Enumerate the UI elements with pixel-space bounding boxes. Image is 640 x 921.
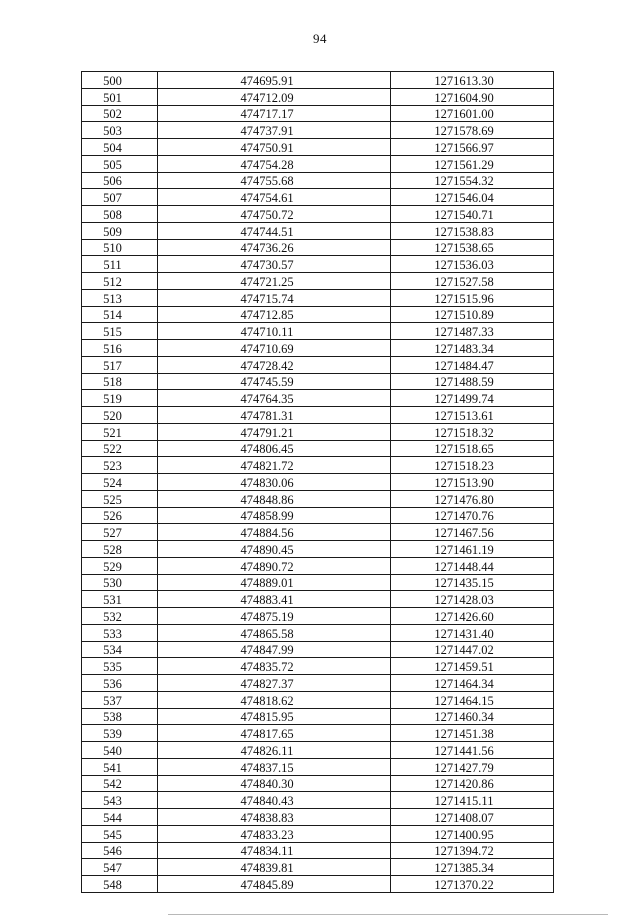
table-row [82, 373, 554, 390]
point-number-cell: 527 [82, 524, 158, 541]
point-number-cell: 507 [82, 189, 158, 206]
y-coordinate-cell: 1271604.90 [391, 88, 554, 105]
x-coordinate-cell: 474883.41 [158, 591, 391, 608]
x-coordinate-cell: 474715.74 [158, 289, 391, 306]
y-coordinate-cell: 1271513.90 [391, 474, 554, 491]
point-number-cell: 508 [82, 206, 158, 223]
y-coordinate-cell: 1271460.34 [391, 708, 554, 725]
x-coordinate-cell: 474848.86 [158, 490, 391, 507]
point-number-cell: 501 [82, 88, 158, 105]
point-number-cell: 526 [82, 507, 158, 524]
table-row [82, 524, 554, 541]
table-row [82, 507, 554, 524]
y-coordinate-cell: 1271536.03 [391, 256, 554, 273]
point-number-cell: 528 [82, 541, 158, 558]
point-number-cell: 506 [82, 172, 158, 189]
point-number-cell: 514 [82, 306, 158, 323]
point-number-cell: 518 [82, 373, 158, 390]
page-bottom-rule [168, 914, 608, 915]
x-coordinate-cell: 474815.95 [158, 708, 391, 725]
x-coordinate-cell: 474839.81 [158, 859, 391, 876]
y-coordinate-cell: 1271483.34 [391, 340, 554, 357]
point-number-cell: 530 [82, 574, 158, 591]
y-coordinate-cell: 1271476.80 [391, 490, 554, 507]
table-row [82, 775, 554, 792]
table-row [82, 574, 554, 591]
y-coordinate-cell: 1271546.04 [391, 189, 554, 206]
point-number-cell: 533 [82, 624, 158, 641]
x-coordinate-cell: 474838.83 [158, 809, 391, 826]
point-number-cell: 544 [82, 809, 158, 826]
point-number-cell: 541 [82, 758, 158, 775]
table-row [82, 490, 554, 507]
table-row [82, 340, 554, 357]
point-number-cell: 517 [82, 356, 158, 373]
y-coordinate-cell: 1271448.44 [391, 557, 554, 574]
point-number-cell: 512 [82, 273, 158, 290]
x-coordinate-cell: 474791.21 [158, 423, 391, 440]
point-number-cell: 510 [82, 239, 158, 256]
table-row [82, 541, 554, 558]
x-coordinate-cell: 474821.72 [158, 457, 391, 474]
table-row [82, 407, 554, 424]
table-row [82, 557, 554, 574]
point-number-cell: 502 [82, 105, 158, 122]
x-coordinate-cell: 474845.89 [158, 876, 391, 893]
y-coordinate-cell: 1271518.23 [391, 457, 554, 474]
point-number-cell: 504 [82, 139, 158, 156]
table-row [82, 306, 554, 323]
table-row [82, 641, 554, 658]
x-coordinate-cell: 474837.15 [158, 758, 391, 775]
x-coordinate-cell: 474710.69 [158, 340, 391, 357]
point-number-cell: 539 [82, 725, 158, 742]
x-coordinate-cell: 474835.72 [158, 658, 391, 675]
y-coordinate-cell: 1271566.97 [391, 139, 554, 156]
y-coordinate-cell: 1271415.11 [391, 792, 554, 809]
x-coordinate-cell: 474712.09 [158, 88, 391, 105]
table-row [82, 809, 554, 826]
table-row [82, 792, 554, 809]
point-number-cell: 516 [82, 340, 158, 357]
x-coordinate-cell: 474728.42 [158, 356, 391, 373]
y-coordinate-cell: 1271461.19 [391, 541, 554, 558]
x-coordinate-cell: 474818.62 [158, 691, 391, 708]
table-row [82, 423, 554, 440]
point-number-cell: 509 [82, 222, 158, 239]
x-coordinate-cell: 474695.91 [158, 72, 391, 89]
coordinates-table [81, 71, 554, 893]
y-coordinate-cell: 1271435.15 [391, 574, 554, 591]
point-number-cell: 531 [82, 591, 158, 608]
x-coordinate-cell: 474827.37 [158, 675, 391, 692]
table-row [82, 758, 554, 775]
table-row [82, 608, 554, 625]
point-number-cell: 534 [82, 641, 158, 658]
point-number-cell: 535 [82, 658, 158, 675]
y-coordinate-cell: 1271538.83 [391, 222, 554, 239]
point-number-cell: 545 [82, 825, 158, 842]
x-coordinate-cell: 474745.59 [158, 373, 391, 390]
y-coordinate-cell: 1271540.71 [391, 206, 554, 223]
x-coordinate-cell: 474764.35 [158, 390, 391, 407]
table-row [82, 474, 554, 491]
point-number-cell: 523 [82, 457, 158, 474]
table-row [82, 842, 554, 859]
x-coordinate-cell: 474730.57 [158, 256, 391, 273]
point-number-cell: 532 [82, 608, 158, 625]
y-coordinate-cell: 1271464.15 [391, 691, 554, 708]
y-coordinate-cell: 1271394.72 [391, 842, 554, 859]
y-coordinate-cell: 1271513.61 [391, 407, 554, 424]
table-row [82, 725, 554, 742]
x-coordinate-cell: 474833.23 [158, 825, 391, 842]
y-coordinate-cell: 1271527.58 [391, 273, 554, 290]
x-coordinate-cell: 474847.99 [158, 641, 391, 658]
table-row [82, 356, 554, 373]
x-coordinate-cell: 474858.99 [158, 507, 391, 524]
y-coordinate-cell: 1271441.56 [391, 742, 554, 759]
x-coordinate-cell: 474817.65 [158, 725, 391, 742]
x-coordinate-cell: 474806.45 [158, 440, 391, 457]
point-number-cell: 537 [82, 691, 158, 708]
y-coordinate-cell: 1271470.76 [391, 507, 554, 524]
table-row [82, 105, 554, 122]
table-row [82, 708, 554, 725]
y-coordinate-cell: 1271427.79 [391, 758, 554, 775]
point-number-cell: 515 [82, 323, 158, 340]
x-coordinate-cell: 474875.19 [158, 608, 391, 625]
x-coordinate-cell: 474754.61 [158, 189, 391, 206]
point-number-cell: 522 [82, 440, 158, 457]
point-number-cell: 543 [82, 792, 158, 809]
table-row [82, 742, 554, 759]
y-coordinate-cell: 1271431.40 [391, 624, 554, 641]
x-coordinate-cell: 474865.58 [158, 624, 391, 641]
y-coordinate-cell: 1271400.95 [391, 825, 554, 842]
y-coordinate-cell: 1271464.34 [391, 675, 554, 692]
y-coordinate-cell: 1271554.32 [391, 172, 554, 189]
table-row [82, 591, 554, 608]
x-coordinate-cell: 474754.28 [158, 155, 391, 172]
table-row [82, 825, 554, 842]
coordinates-table-body [82, 72, 554, 893]
y-coordinate-cell: 1271601.00 [391, 105, 554, 122]
point-number-cell: 548 [82, 876, 158, 893]
table-row [82, 273, 554, 290]
x-coordinate-cell: 474710.11 [158, 323, 391, 340]
point-number-cell: 542 [82, 775, 158, 792]
table-row [82, 256, 554, 273]
x-coordinate-cell: 474826.11 [158, 742, 391, 759]
table-row [82, 206, 554, 223]
point-number-cell: 547 [82, 859, 158, 876]
x-coordinate-cell: 474884.56 [158, 524, 391, 541]
x-coordinate-cell: 474721.25 [158, 273, 391, 290]
y-coordinate-cell: 1271488.59 [391, 373, 554, 390]
table-row [82, 172, 554, 189]
x-coordinate-cell: 474890.45 [158, 541, 391, 558]
page-number: 94 [313, 31, 327, 46]
point-number-cell: 525 [82, 490, 158, 507]
table-row [82, 189, 554, 206]
x-coordinate-cell: 474840.30 [158, 775, 391, 792]
y-coordinate-cell: 1271420.86 [391, 775, 554, 792]
table-row [82, 440, 554, 457]
table-row [82, 323, 554, 340]
x-coordinate-cell: 474737.91 [158, 122, 391, 139]
table-row [82, 675, 554, 692]
y-coordinate-cell: 1271538.65 [391, 239, 554, 256]
y-coordinate-cell: 1271385.34 [391, 859, 554, 876]
y-coordinate-cell: 1271447.02 [391, 641, 554, 658]
point-number-cell: 519 [82, 390, 158, 407]
table-row [82, 88, 554, 105]
table-row [82, 239, 554, 256]
x-coordinate-cell: 474712.85 [158, 306, 391, 323]
y-coordinate-cell: 1271467.56 [391, 524, 554, 541]
point-number-cell: 521 [82, 423, 158, 440]
y-coordinate-cell: 1271518.32 [391, 423, 554, 440]
x-coordinate-cell: 474750.72 [158, 206, 391, 223]
table-row [82, 624, 554, 641]
y-coordinate-cell: 1271426.60 [391, 608, 554, 625]
point-number-cell: 513 [82, 289, 158, 306]
point-number-cell: 520 [82, 407, 158, 424]
table-row [82, 457, 554, 474]
x-coordinate-cell: 474736.26 [158, 239, 391, 256]
x-coordinate-cell: 474755.68 [158, 172, 391, 189]
y-coordinate-cell: 1271408.07 [391, 809, 554, 826]
table-row [82, 390, 554, 407]
point-number-cell: 511 [82, 256, 158, 273]
y-coordinate-cell: 1271613.30 [391, 72, 554, 89]
x-coordinate-cell: 474889.01 [158, 574, 391, 591]
point-number-cell: 524 [82, 474, 158, 491]
y-coordinate-cell: 1271518.65 [391, 440, 554, 457]
y-coordinate-cell: 1271370.22 [391, 876, 554, 893]
table-row [82, 222, 554, 239]
x-coordinate-cell: 474744.51 [158, 222, 391, 239]
y-coordinate-cell: 1271499.74 [391, 390, 554, 407]
x-coordinate-cell: 474834.11 [158, 842, 391, 859]
point-number-cell: 505 [82, 155, 158, 172]
table-row [82, 72, 554, 89]
y-coordinate-cell: 1271578.69 [391, 122, 554, 139]
point-number-cell: 540 [82, 742, 158, 759]
x-coordinate-cell: 474830.06 [158, 474, 391, 491]
point-number-cell: 538 [82, 708, 158, 725]
x-coordinate-cell: 474781.31 [158, 407, 391, 424]
x-coordinate-cell: 474890.72 [158, 557, 391, 574]
y-coordinate-cell: 1271484.47 [391, 356, 554, 373]
point-number-cell: 503 [82, 122, 158, 139]
y-coordinate-cell: 1271510.89 [391, 306, 554, 323]
table-row [82, 691, 554, 708]
y-coordinate-cell: 1271459.51 [391, 658, 554, 675]
y-coordinate-cell: 1271515.96 [391, 289, 554, 306]
y-coordinate-cell: 1271451.38 [391, 725, 554, 742]
y-coordinate-cell: 1271487.33 [391, 323, 554, 340]
point-number-cell: 546 [82, 842, 158, 859]
table-row [82, 122, 554, 139]
y-coordinate-cell: 1271428.03 [391, 591, 554, 608]
x-coordinate-cell: 474717.17 [158, 105, 391, 122]
x-coordinate-cell: 474750.91 [158, 139, 391, 156]
table-row [82, 289, 554, 306]
table-row [82, 139, 554, 156]
point-number-cell: 500 [82, 72, 158, 89]
point-number-cell: 529 [82, 557, 158, 574]
x-coordinate-cell: 474840.43 [158, 792, 391, 809]
point-number-cell: 536 [82, 675, 158, 692]
table-row [82, 859, 554, 876]
y-coordinate-cell: 1271561.29 [391, 155, 554, 172]
table-row [82, 658, 554, 675]
table-row [82, 876, 554, 893]
table-row [82, 155, 554, 172]
